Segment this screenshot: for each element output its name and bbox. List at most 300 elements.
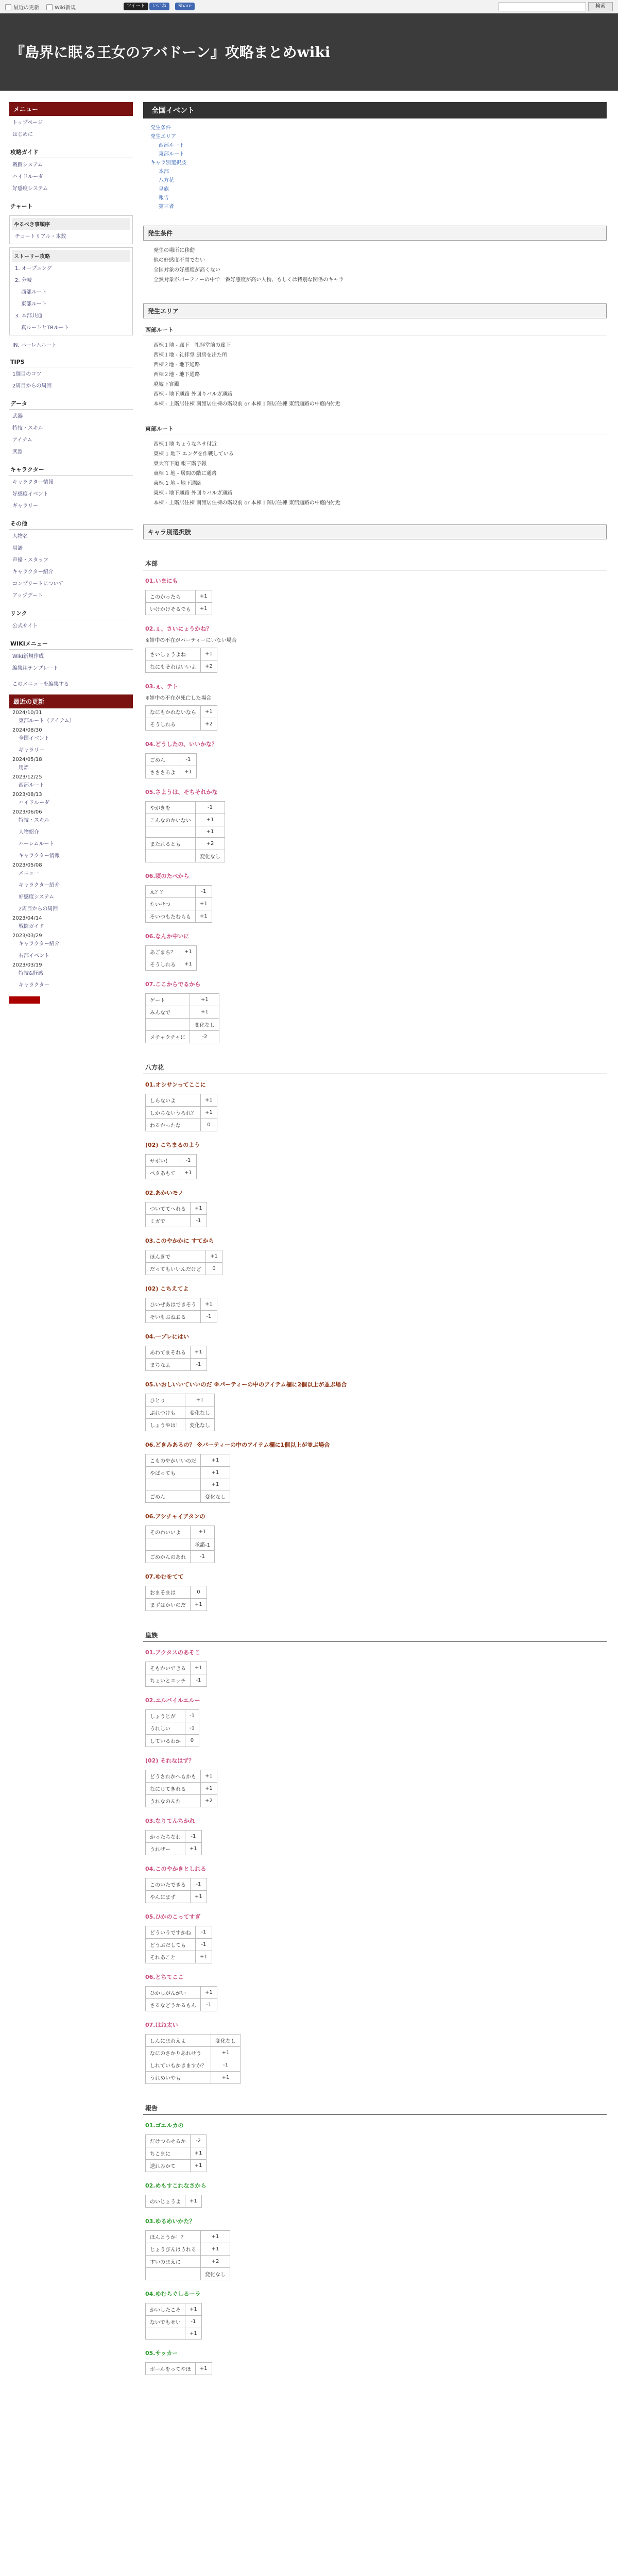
table-cell: +1 xyxy=(195,603,212,615)
table-cell: うれめいやも xyxy=(146,2072,211,2084)
table-cell: かったちなわ xyxy=(146,1831,185,1843)
table-cell: かいしたこそ xyxy=(146,2303,185,2316)
question-heading: 01.ゴエルカの xyxy=(145,2122,184,2129)
table-cell: +1 xyxy=(191,1202,207,1215)
site-banner xyxy=(0,13,618,91)
table-cell: ミガで xyxy=(146,1215,191,1227)
top-toolbar xyxy=(0,0,618,13)
sidebar-menu-header: メニュー xyxy=(9,102,133,116)
table-cell: -1 xyxy=(196,886,212,898)
sidebar-item[interactable]: 好感度イベント xyxy=(12,492,48,497)
toc-link[interactable]: 皇族 xyxy=(159,187,169,192)
table-cell: ほんきで xyxy=(146,1250,206,1263)
route-step: 東棟 1 地 - 居間の階に通路 xyxy=(153,471,217,477)
sidebar-banner[interactable] xyxy=(9,996,40,1004)
choice-section-heading: 本部 xyxy=(143,554,607,570)
question-heading: 07.ここからでるから xyxy=(145,981,201,988)
sidebar-item[interactable]: 特技・スキル xyxy=(12,426,43,431)
question-heading: 06.アシチャイアタンの xyxy=(145,1513,205,1520)
table-cell xyxy=(146,2268,201,2280)
table-row xyxy=(146,2160,207,2172)
table-cell: さささるよ xyxy=(146,766,180,778)
question-heading: 05.ひかのこってすぎ xyxy=(145,1913,201,1920)
table-cell: +1 xyxy=(180,766,197,778)
table-cell: やんにまず xyxy=(146,1891,191,1903)
question-heading: 04.このやかきとしれる xyxy=(145,1866,207,1872)
table-cell: やがきを xyxy=(146,802,196,814)
like-button[interactable]: いいね xyxy=(149,3,169,10)
table-row xyxy=(146,1215,207,1227)
question-heading: 04.どうしたの、いいかな？ xyxy=(145,741,218,748)
table-row xyxy=(146,754,197,766)
question-heading: 02.あかいモノ xyxy=(145,1190,184,1196)
table-cell: なにのさかりあれせう xyxy=(146,2047,211,2059)
choice-table xyxy=(145,2195,202,2208)
choice-table xyxy=(145,753,197,778)
table-row xyxy=(146,1479,230,1490)
toc-link[interactable]: 西部ルート xyxy=(159,143,184,148)
update-link[interactable]: 右部イベント xyxy=(19,953,49,959)
table-cell: +1 xyxy=(201,1467,230,1479)
table-row xyxy=(146,802,225,814)
table-cell: +1 xyxy=(211,2047,241,2059)
route-step: 本棟 - 上階居住棟 南館居住棟の階段前 or 本棟１階居住棟 東館通路の中庭内付近 xyxy=(153,401,340,407)
table-cell: そうしれる xyxy=(146,958,180,971)
question-note: ※姉中の不在がパーティーにいない場合 xyxy=(145,638,237,643)
update-link[interactable]: 好感度システム xyxy=(19,894,54,900)
toc-link[interactable]: 第三者 xyxy=(159,204,174,210)
sidebar-item[interactable]: 武器 xyxy=(12,414,23,419)
sidebar-section-other: その他 xyxy=(9,516,133,530)
table-row xyxy=(146,1311,217,1323)
table-row xyxy=(146,648,217,660)
update-link[interactable]: メニュー xyxy=(19,871,39,876)
edit-menu-link[interactable]: このメニューを編集する xyxy=(12,682,69,687)
update-link[interactable]: 全国イベント xyxy=(19,736,49,741)
sidebar-item[interactable]: 真ルートとTRルート xyxy=(21,325,70,331)
table-row xyxy=(146,1674,207,1687)
sidebar-item[interactable]: ハイドルーダ xyxy=(12,174,43,180)
table-cell: +1 xyxy=(191,1526,215,1538)
sidebar-item[interactable]: アップデート xyxy=(12,593,43,599)
table-row xyxy=(146,1662,207,1674)
condition-item: 発生の場所に移動 xyxy=(153,248,195,253)
update-date: 2023/03/19 xyxy=(12,962,42,968)
table-cell: +1 xyxy=(196,1951,212,1963)
table-cell: +1 xyxy=(180,958,197,971)
table-row xyxy=(146,1167,197,1179)
choice-table xyxy=(145,1298,217,1323)
update-link[interactable]: キャラクター xyxy=(19,982,49,988)
table-row xyxy=(146,718,217,731)
table-cell: ボールをってやほ xyxy=(146,2363,196,2375)
sidebar-item[interactable]: IN. ハーレムルート xyxy=(12,343,57,348)
sidebar-item[interactable]: 1. オープニング xyxy=(15,266,52,272)
question-heading: 01.アクタスのあそこ xyxy=(145,1649,200,1656)
table-cell: じょうびんはうれる xyxy=(146,2243,201,2256)
choice-table xyxy=(145,1878,207,1903)
table-row xyxy=(146,706,217,718)
update-link[interactable]: 人物紹介 xyxy=(19,829,39,835)
table-cell: 変化なし xyxy=(190,1019,219,1031)
table-row xyxy=(146,826,225,838)
table-cell: +1 xyxy=(185,2195,202,2208)
clock-icon xyxy=(5,4,11,10)
sidebar-item[interactable]: 編集用テンプレート xyxy=(12,666,59,671)
table-cell: -1 xyxy=(211,2059,241,2072)
table-row xyxy=(146,1006,219,1019)
sidebar-item-home[interactable]: はじめに xyxy=(12,132,33,138)
choice-table xyxy=(145,705,217,731)
condition-item: 全然対象がパーティーの中で一番好感度が高い人物、もしくは特別な関係のキャラ xyxy=(153,277,344,283)
table-cell: -1 xyxy=(185,1722,199,1735)
table-cell: しれていもかきますか？ xyxy=(146,2059,211,2072)
sidebar-item[interactable]: Wiki新規作成 xyxy=(12,654,44,659)
sidebar-item[interactable]: 3. 本部共通 xyxy=(15,313,42,319)
table-row xyxy=(146,1538,215,1551)
recent-updates-header: 最近の更新 xyxy=(9,694,133,708)
question-heading: 05.いおしいいていいのだ ※パーティーの中のアイテム欄に2個以上が並ぶ場合 xyxy=(145,1381,347,1388)
tweet-button[interactable]: ツイート xyxy=(124,3,148,10)
sidebar-item[interactable]: 公式サイト xyxy=(12,623,38,629)
table-cell: -1 xyxy=(191,1674,207,1687)
update-link[interactable]: 戦闘ガイド xyxy=(19,924,44,929)
sidebar-item[interactable]: 東部ルート xyxy=(21,301,47,307)
update-link[interactable]: キャラクター情報 xyxy=(19,853,60,859)
update-date: 2024/08/30 xyxy=(12,727,42,733)
update-link[interactable]: 用語 xyxy=(19,765,29,771)
table-cell: サボい！ xyxy=(146,1155,180,1167)
sidebar-item[interactable]: ギャラリー xyxy=(12,503,38,509)
sidebar-item-top[interactable]: トップページ xyxy=(12,120,43,126)
table-row xyxy=(146,1298,217,1311)
table-cell: しかちないうろれ？ xyxy=(146,1107,201,1119)
table-row xyxy=(146,590,212,603)
table-row xyxy=(146,910,212,923)
choice-table xyxy=(145,1094,217,1131)
main-content xyxy=(143,102,607,2378)
table-cell: のいじょうよ xyxy=(146,2195,185,2208)
toc-link[interactable]: 八方花 xyxy=(159,178,174,183)
table-row xyxy=(146,1202,207,1215)
sidebar-item[interactable]: 声優・スタッフ xyxy=(12,557,48,563)
table-cell: だけつるせるか xyxy=(146,2135,191,2147)
choice-table xyxy=(145,801,225,862)
table-cell: +2 xyxy=(201,660,217,673)
table-cell: ごめん xyxy=(146,1490,201,1503)
table-row xyxy=(146,2256,230,2268)
toc-link[interactable]: 報告 xyxy=(159,195,169,201)
sidebar-item[interactable]: キャラクター紹介 xyxy=(12,569,54,575)
question-heading: 03.ぇ、テト xyxy=(145,683,178,690)
choice-table xyxy=(145,2034,241,2084)
table-cell: -1 xyxy=(201,1311,217,1323)
table-row xyxy=(146,1795,217,1807)
table-cell: しょうやは！ xyxy=(146,1419,185,1431)
table-cell xyxy=(146,826,196,838)
update-link[interactable]: 特技・スキル xyxy=(19,818,49,823)
sidebar-item[interactable]: チュートリアル・本数 xyxy=(15,234,66,240)
route-step: 西棟２地 - 地下通路 xyxy=(153,362,200,368)
table-cell: このかったら xyxy=(146,590,196,603)
question-heading: 02.ユルバイルエルー xyxy=(145,1697,200,1704)
sidebar xyxy=(9,102,133,1004)
table-cell: だってもいいんだけど xyxy=(146,1263,206,1275)
sidebar-item[interactable]: 2. 分岐 xyxy=(15,278,32,283)
route-step: 本棟 - 上階居住棟 南館居住棟の階段前 or 本棟１階居住棟 東館通路の中庭内付近 xyxy=(153,500,340,506)
update-link[interactable]: キャラクター紹介 xyxy=(19,883,60,888)
table-row xyxy=(146,2303,202,2316)
question-heading: 03.なりてんちかれ xyxy=(145,1818,195,1824)
table-row xyxy=(146,1526,215,1538)
table-cell: +1 xyxy=(201,1770,217,1783)
update-link[interactable]: 西部ルート xyxy=(19,783,44,788)
table-row xyxy=(146,994,219,1006)
sidebar-section-character: キャラクター xyxy=(9,462,133,476)
question-heading: 02.ぇ、さいにょうかね？ xyxy=(145,625,212,632)
update-link[interactable]: 東部ルート（アイテム） xyxy=(19,718,75,724)
table-row xyxy=(146,850,225,862)
table-cell: またれるとも xyxy=(146,838,196,850)
table-row xyxy=(146,1490,230,1503)
table-row xyxy=(146,2328,202,2340)
table-row xyxy=(146,2363,212,2375)
table-cell: どういうですかね xyxy=(146,1926,196,1939)
sidebar-box-title: ストーリー攻略 xyxy=(12,250,130,262)
sidebar-item[interactable]: 戦闘システム xyxy=(12,162,43,168)
table-row xyxy=(146,1599,207,1611)
route-step: 東棟 1 地 - 地下通路 xyxy=(153,481,201,486)
sidebar-item[interactable]: 2周目からの周回 xyxy=(12,383,52,389)
table-cell: 変化なし xyxy=(185,1406,215,1419)
update-date: 2024/05/18 xyxy=(12,757,42,762)
choice-sections xyxy=(143,554,607,2375)
table-cell: 送れみかて xyxy=(146,2160,191,2172)
table-cell: なにもそれはいいよ xyxy=(146,660,201,673)
update-date: 2023/03/29 xyxy=(12,933,42,939)
update-date: 2023/04/14 xyxy=(12,916,42,921)
table-cell: +1 xyxy=(185,2328,202,2340)
toc-link[interactable]: 本部 xyxy=(159,169,169,175)
toc-link[interactable]: 東部ルート xyxy=(159,151,184,157)
choice-table xyxy=(145,648,217,673)
update-date: 2023/12/25 xyxy=(12,774,42,780)
table-cell: ゲート xyxy=(146,994,190,1006)
question-heading: 02.めもすこれなさから xyxy=(145,2182,207,2189)
table-row xyxy=(146,1467,230,1479)
choice-section-heading: 皇族 xyxy=(143,1625,607,1642)
update-link[interactable]: キャラクター紹介 xyxy=(19,941,60,947)
table-cell: そいもおねおる xyxy=(146,1311,201,1323)
table-cell: +1 xyxy=(201,2231,230,2243)
question-heading: 04.ゆむらぐしるーラ xyxy=(145,2291,201,2297)
table-row xyxy=(146,2035,241,2047)
share-button[interactable]: Share xyxy=(175,3,195,10)
table-cell: さるなどうかるもん xyxy=(146,1999,201,2011)
site-title[interactable]: 『島界に眠る王女のアバドーン』攻略まとめwiki xyxy=(10,44,331,61)
choice-table xyxy=(145,1709,199,1747)
table-cell: 変化なし xyxy=(201,2268,230,2280)
table-cell: ぶれつけも xyxy=(146,1406,185,1419)
table-cell: +1 xyxy=(185,1394,215,1406)
choice-table xyxy=(145,2303,202,2340)
sidebar-section-wiki-menu: WIKIメニュー xyxy=(9,636,133,650)
question-heading: 03.このやかかに すてから xyxy=(145,1238,214,1244)
table-cell: まずはかいのだ xyxy=(146,1599,191,1611)
recent-updates-link[interactable]: 最近の更新 xyxy=(5,3,39,11)
table-cell: +1 xyxy=(191,1662,207,1674)
table-row xyxy=(146,1119,217,1131)
table-cell: +1 xyxy=(190,994,219,1006)
table-row xyxy=(146,946,197,958)
table-cell xyxy=(146,1538,191,1551)
table-row xyxy=(146,1770,217,1783)
choice-table xyxy=(145,1770,217,1807)
table-row xyxy=(146,1926,212,1939)
sidebar-item[interactable]: アイテム xyxy=(12,437,32,443)
table-row xyxy=(146,766,197,778)
choice-table xyxy=(145,1454,230,1503)
sidebar-item[interactable]: コンプリートについて xyxy=(12,581,64,587)
sidebar-item[interactable]: 好感度システム xyxy=(12,186,48,192)
sidebar-box xyxy=(9,247,133,335)
table-row xyxy=(146,1939,212,1951)
section-heading-conditions: 発生条件 xyxy=(143,226,607,241)
update-date: 2024/10/31 xyxy=(12,710,42,716)
choice-table xyxy=(145,1926,212,1963)
sidebar-item[interactable]: 1週目のコツ xyxy=(12,371,42,377)
table-cell: -1 xyxy=(196,802,225,814)
choice-table xyxy=(145,1250,222,1275)
choice-table xyxy=(145,1346,207,1371)
wiki-new-link[interactable]: Wiki新規 xyxy=(46,3,76,11)
toc-link[interactable]: 発生エリア xyxy=(150,134,176,140)
table-cell: +1 xyxy=(201,1454,230,1467)
section-heading-choices: キャラ別選択肢 xyxy=(143,524,607,539)
question-heading: 04.一プレにはい xyxy=(145,1333,190,1340)
table-row xyxy=(146,1094,217,1107)
update-date: 2023/08/13 xyxy=(12,792,42,798)
update-link[interactable]: ハイドルーダ xyxy=(19,800,49,806)
table-row xyxy=(146,2316,202,2328)
table-row xyxy=(146,2135,207,2147)
table-row xyxy=(146,1263,222,1275)
choice-section-heading: 八方花 xyxy=(143,1058,607,1074)
table-cell: ないでもせい xyxy=(146,2316,185,2328)
choice-table xyxy=(145,1830,202,1855)
table-row xyxy=(146,1586,207,1599)
section-heading-area: 発生エリア xyxy=(143,303,607,318)
table-row xyxy=(146,1406,215,1419)
table-row xyxy=(146,1019,219,1031)
update-link[interactable]: ハーレムルート xyxy=(19,841,55,847)
table-cell: どうされかへもかも xyxy=(146,1770,201,1783)
table-cell: +1 xyxy=(180,946,197,958)
table-cell: ひかしがんがい xyxy=(146,1987,201,1999)
table-cell: たいせつ xyxy=(146,898,196,910)
sidebar-item[interactable]: 武器 xyxy=(12,449,23,455)
toc-link[interactable]: キャラ別選択肢 xyxy=(150,160,186,166)
table-row xyxy=(146,2195,202,2208)
choice-table xyxy=(145,1586,207,1611)
table-cell: まちなよ xyxy=(146,1359,191,1371)
table-row xyxy=(146,1551,215,1563)
sidebar-item[interactable]: 人物名 xyxy=(12,534,28,539)
table-row xyxy=(146,1359,207,1371)
table-cell: 変化なし xyxy=(185,1419,215,1431)
search-button[interactable]: 検索 xyxy=(588,2,613,11)
update-link[interactable]: 特技&好感 xyxy=(19,971,43,976)
table-cell: -1 xyxy=(185,1710,199,1722)
table-cell: 承諾-1 xyxy=(191,1538,215,1551)
table-cell: ちょいとエッチ xyxy=(146,1674,191,1687)
sidebar-section-tips: TIPS xyxy=(9,355,133,367)
table-row xyxy=(146,1346,207,1359)
table-cell: しょうじが xyxy=(146,1710,185,1722)
choice-section-heading: 報告 xyxy=(143,2098,607,2115)
table-cell: それあこと xyxy=(146,1951,196,1963)
table-cell: うれしい xyxy=(146,1722,185,1735)
table-cell: どうぶだしても xyxy=(146,1939,196,1951)
table-cell xyxy=(146,1019,190,1031)
table-cell: 0 xyxy=(206,1263,222,1275)
table-cell: +1 xyxy=(180,1167,197,1179)
sidebar-item[interactable]: 用語 xyxy=(12,546,23,551)
choice-table xyxy=(145,993,219,1043)
choice-table xyxy=(145,1986,217,2011)
table-cell xyxy=(146,2328,185,2340)
table-cell: こものやかいいのだ xyxy=(146,1454,201,1467)
east-route-heading: 東部ルート xyxy=(143,421,607,434)
sidebar-section-links: リンク xyxy=(9,606,133,619)
table-cell: 変化なし xyxy=(201,1490,230,1503)
question-heading: 01.オシサンってここに xyxy=(145,1081,206,1088)
table-cell: +1 xyxy=(190,2147,207,2160)
table-row xyxy=(146,1107,217,1119)
table-cell: こんなのかいない xyxy=(146,814,196,826)
table-cell: +1 xyxy=(201,1298,217,1311)
table-cell: -1 xyxy=(191,1359,207,1371)
table-row xyxy=(146,1878,207,1891)
table-cell: +1 xyxy=(190,2160,207,2172)
table-cell: -1 xyxy=(196,1939,212,1951)
conditions-list xyxy=(143,241,607,288)
question-heading: (02) こちえてよ xyxy=(145,1285,189,1292)
condition-item: 全国対象の好感度が高くない xyxy=(153,267,220,273)
table-cell: -1 xyxy=(196,1926,212,1939)
toc-link[interactable]: 発生条件 xyxy=(150,125,171,131)
table-cell: さいしょうよね xyxy=(146,648,201,660)
table-row xyxy=(146,838,225,850)
question-heading: 06.とちてここ xyxy=(145,1974,184,1980)
search-input[interactable] xyxy=(499,2,586,11)
table-cell: 変化なし xyxy=(211,2035,241,2047)
table-row xyxy=(146,1951,212,1963)
update-link[interactable]: ギャラリー xyxy=(19,748,44,753)
table-row xyxy=(146,1031,219,1043)
table-row xyxy=(146,1454,230,1467)
sidebar-item[interactable]: 西部ルート xyxy=(21,290,47,295)
sidebar-section-guide: 攻略ガイド xyxy=(9,145,133,158)
question-heading: 06.なんか中いに xyxy=(145,933,190,940)
route-step: 東棟 - 地下通路 外回りバルガ通路 xyxy=(153,490,233,496)
table-cell: しているわか xyxy=(146,1735,185,1747)
table-row xyxy=(146,814,225,826)
table-cell: ついててへれる xyxy=(146,1202,191,1215)
sidebar-item[interactable]: キャラクター情報 xyxy=(12,480,54,485)
wiki-icon xyxy=(46,4,53,10)
update-link[interactable]: 2周目からの周回 xyxy=(19,906,58,912)
